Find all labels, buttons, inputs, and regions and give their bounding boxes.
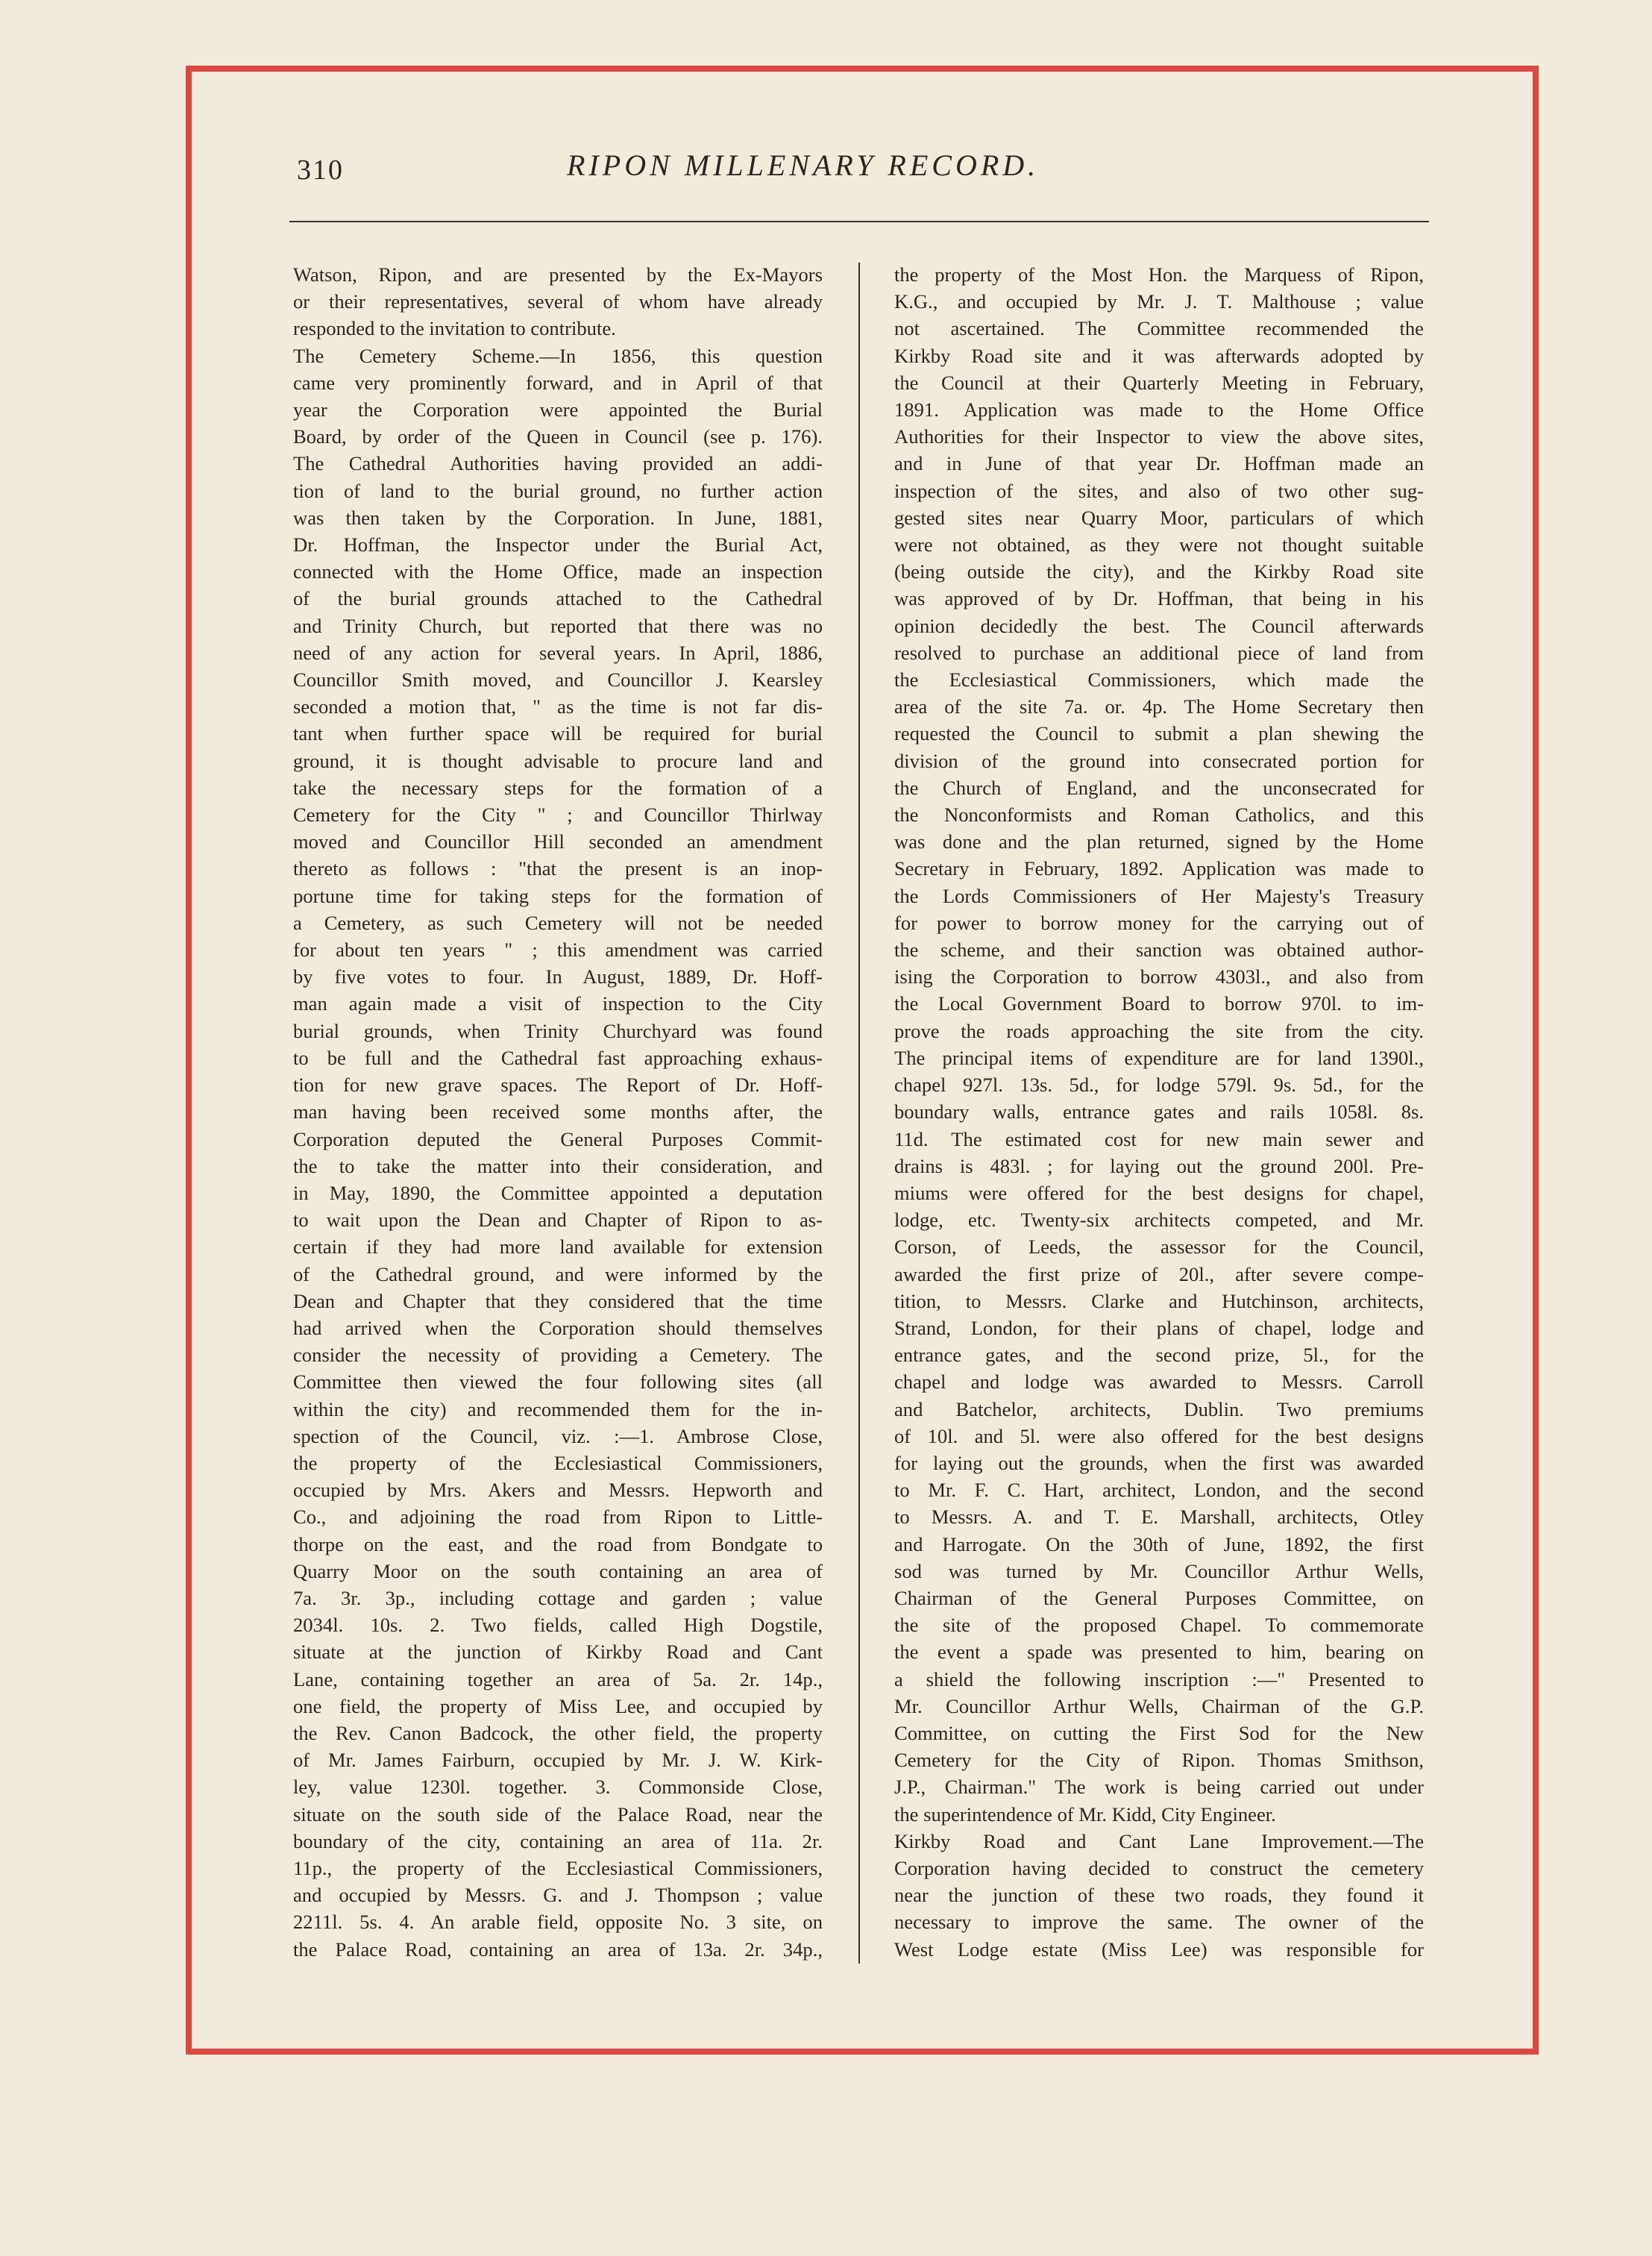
text-line: prove the roads approaching the site from the city. [894,1019,1424,1042]
text-line: near the junction of these two roads, they found it [894,1884,1424,1907]
text-line: seconded a motion that, " as the time is not far dis- [293,695,823,718]
text-line: and in June of that year Dr. Hoffman made an [894,452,1424,475]
text-line: 11d. The estimated cost for new main sewer and [894,1127,1424,1150]
text-line: the Church of England, and the unconsecrated for [894,776,1424,799]
text-line: and Batchelor, architects, Dublin. Two premiums [894,1397,1424,1420]
text-line: Lane, containing together an area of 5a. 2r. 14p., [293,1667,823,1691]
text-line: the superintendence of Mr. Kidd, City Engineer. [894,1802,1276,1826]
text-line: Committee, on cutting the First Sod for the New [894,1721,1424,1744]
text-line: tant when further space will be required for burial [293,722,823,745]
text-line: moved and Councillor Hill seconded an amendment [293,830,823,853]
text-line: the event a spade was presented to him, bearing on [894,1641,1424,1664]
text-line: came very prominently forward, and in April of that [293,371,823,394]
text-line: tition, to Messrs. Clarke and Hutchinson, architects, [894,1289,1424,1312]
text-line: Corson, of Leeds, the assessor for the Council, [894,1235,1424,1259]
text-line: the property of the Most Hon. the Marquess of Ripon, [894,263,1424,286]
text-line: 2034l. 10s. 2. Two fields, called High Dogstile, [293,1614,823,1637]
text-line: Cemetery for the City of Ripon. Thomas Smithson, [894,1749,1424,1772]
text-line: chapel 927l. 13s. 5d., for lodge 579l. 9s. 5d., for the [894,1074,1424,1097]
text-line: for about ten years " ; this amendment was carried [293,939,823,962]
text-line: portune time for taking steps for the formation of [293,884,823,907]
text-line: drains is 483l. ; for laying out the ground 200l. Pre- [894,1154,1424,1177]
text-line: 1891. Application was made to the Home Office [894,398,1424,422]
text-line: 11p., the property of the Ecclesiastical Commissioners, [293,1856,823,1879]
text-line: by five votes to four. In August, 1889, Dr. Hoff- [293,965,823,988]
text-line: Watson, Ripon, and are presented by the Ex-Mayors [293,263,823,286]
text-line: take the necessary steps for the formation of a [293,776,823,799]
header-rule [289,221,1429,222]
text-line: to Mr. F. C. Hart, architect, London, and the second [894,1479,1424,1502]
text-line: 7a. 3r. 3p., including cottage and garden ; value [293,1586,823,1609]
text-line: a Cemetery, as such Cemetery will not be needed [293,911,823,934]
text-line: had arrived when the Corporation should themselves [293,1316,823,1339]
text-line: Mr. Councillor Arthur Wells, Chairman of the G.P. [894,1694,1424,1717]
text-line: requested the Council to submit a plan shewing the [894,722,1424,745]
text-line: entrance gates, and the second prize, 5l., for the [894,1344,1424,1367]
column-divider [858,263,860,1964]
text-line: situate at the junction of Kirkby Road and Cant [293,1641,823,1664]
text-line: were not obtained, as they were not thought suitable [894,533,1424,557]
text-line: burial grounds, when Trinity Churchyard was found [293,1019,823,1042]
text-line: to be full and the Cathedral fast approaching exhaus- [293,1046,823,1069]
text-line: thorpe on the east, and the road from Bondgate to [293,1532,823,1555]
text-line: 2211l. 5s. 4. An arable field, opposite No. 3 site, on [293,1911,823,1934]
text-line: situate on the south side of the Palace Road, near the [293,1802,823,1826]
text-line: the to take the matter into their consideration, and [293,1154,823,1177]
text-line: Corporation deputed the General Purposes Commit- [293,1127,823,1150]
text-line: was then taken by the Corporation. In June, 1881, [293,506,823,529]
text-line: of 10l. and 5l. were also offered for the best designs [894,1424,1424,1447]
text-line: Committee then viewed the four following sites (all [293,1370,823,1394]
text-line: responded to the invitation to contribute. [293,317,616,340]
text-line: ising the Corporation to borrow 4303l., and also from [894,965,1424,988]
text-line: division of the ground into consecrated portion for [894,749,1424,772]
text-line: Quarry Moor on the south containing an area of [293,1559,823,1582]
text-line: Councillor Smith moved, and Councillor J. Kearsley [293,668,823,692]
text-line: Corporation having decided to construct the cemetery [894,1856,1424,1879]
text-line: the property of the Ecclesiastical Commissioners, [293,1451,823,1474]
text-line: Co., and adjoining the road from Ripon to Little- [293,1505,823,1529]
text-line: tion for new grave spaces. The Report of Dr. Hoff- [293,1074,823,1097]
text-line: spection of the Council, viz. :—1. Ambrose Close, [293,1424,823,1447]
text-line: area of the site 7a. or. 4p. The Home Secretary then [894,695,1424,718]
text-line: Cemetery for the City " ; and Councillor Thirlway [293,803,823,827]
text-line: The Cemetery Scheme.—In 1856, this question [293,344,823,367]
left-column [293,261,823,1999]
text-line: ley, value 1230l. together. 3. Commonside Close, [293,1776,823,1799]
text-line: and Trinity Church, but reported that there was no [293,614,823,637]
text-line: a shield the following inscription :—" Presented to [894,1667,1424,1691]
text-line: man again made a visit of inspection to the City [293,992,823,1015]
text-line: Kirkby Road site and it was afterwards adopted by [894,344,1424,367]
text-line: and occupied by Messrs. G. and J. Thompson ; value [293,1884,823,1907]
text-line: necessary to improve the same. The owner of the [894,1911,1424,1934]
text-line: consider the necessity of providing a Cemetery. The [293,1344,823,1367]
text-line: K.G., and occupied by Mr. J. T. Malthouse ; value [894,290,1424,313]
text-line: chapel and lodge was awarded to Messrs. Carroll [894,1370,1424,1394]
text-line: Dean and Chapter that they considered that the time [293,1289,823,1312]
text-line: for power to borrow money for the carrying out of [894,911,1424,934]
text-line: connected with the Home Office, made an inspection [293,560,823,583]
text-line: tion of land to the burial ground, no further action [293,479,823,502]
text-line: inspection of the sites, and also of two other sug- [894,479,1424,502]
text-line: the site of the proposed Chapel. To commemorate [894,1614,1424,1637]
text-line: in May, 1890, the Committee appointed a deputation [293,1181,823,1204]
text-line: was approved of by Dr. Hoffman, that being in his [894,587,1424,610]
text-line: (being outside the city), and the Kirkby Road site [894,560,1424,583]
text-line: Dr. Hoffman, the Inspector under the Burial Act, [293,533,823,557]
text-line: Secretary in February, 1892. Application was made to [894,857,1424,880]
text-line: The principal items of expenditure are for land 1390l., [894,1046,1424,1069]
text-line: year the Corporation were appointed the Burial [293,398,823,422]
text-line: occupied by Mrs. Akers and Messrs. Hepworth and [293,1479,823,1502]
text-line: of the burial grounds attached to the Cathedral [293,587,823,610]
text-line: and Harrogate. On the 30th of June, 1892, the first [894,1532,1424,1555]
text-line: or their representatives, several of whom have already [293,290,823,313]
text-line: Board, by order of the Queen in Council (see p. 176). [293,425,823,448]
text-line: to Messrs. A. and T. E. Marshall, architects, Otley [894,1505,1424,1529]
text-line: boundary of the city, containing an area of 11a. 2r. [293,1829,823,1852]
text-line: the Rev. Canon Badcock, the other field, the property [293,1721,823,1744]
text-line: within the city) and recommended them for the in- [293,1397,823,1420]
text-line: to wait upon the Dean and Chapter of Ripon to as- [293,1209,823,1232]
text-line: need of any action for several years. In April, 1886, [293,641,823,664]
text-line: the scheme, and their sanction was obtained author- [894,939,1424,962]
text-line: miums were offered for the best designs for chapel, [894,1181,1424,1204]
text-line: lodge, etc. Twenty-six architects competed, and Mr. [894,1209,1424,1232]
text-line: man having been received some months after, the [293,1100,823,1124]
text-line: of the Cathedral ground, and were informed by the [293,1262,823,1285]
text-line: for laying out the grounds, when the first was awarded [894,1451,1424,1474]
text-line: the Palace Road, containing an area of 13a. 2r. 34p., [293,1937,823,1961]
text-line: one field, the property of Miss Lee, and occupied by [293,1694,823,1717]
right-column [894,261,1424,1999]
text-line: Strand, London, for their plans of chapel, lodge and [894,1316,1424,1339]
text-line: the Council at their Quarterly Meeting in February, [894,371,1424,394]
text-line: boundary walls, entrance gates and rails 1058l. 8s. [894,1100,1424,1124]
text-line: of Mr. James Fairburn, occupied by Mr. J. W. Kirk- [293,1749,823,1772]
text-line: the Nonconformists and Roman Catholics, and this [894,803,1424,827]
text-line: awarded the first prize of 20l., after severe compe- [894,1262,1424,1285]
text-line: Chairman of the General Purposes Committee, on [894,1586,1424,1609]
page-number: 310 [297,154,344,186]
text-line: West Lodge estate (Miss Lee) was responsible for [894,1937,1424,1961]
text-line: sod was turned by Mr. Councillor Arthur Wells, [894,1559,1424,1582]
text-line: resolved to purchase an additional piece of land from [894,641,1424,664]
text-line: ground, it is thought advisable to procure land and [293,749,823,772]
text-line: thereto as follows : "that the present is an inop- [293,857,823,880]
running-title: RIPON MILLENARY RECORD. [567,148,1040,182]
text-line: the Local Government Board to borrow 970l. to im- [894,992,1424,1015]
text-line: certain if they had more land available for extension [293,1235,823,1259]
text-line: was done and the plan returned, signed by the Home [894,830,1424,853]
text-line: opinion decidedly the best. The Council afterwards [894,614,1424,637]
text-line: gested sites near Quarry Moor, particulars of which [894,506,1424,529]
text-line: the Lords Commissioners of Her Majesty's Treasury [894,884,1424,907]
text-line: not ascertained. The Committee recommended the [894,317,1424,340]
text-line: Kirkby Road and Cant Lane Improvement.—The [894,1829,1424,1852]
text-line: the Ecclesiastical Commissioners, which made the [894,668,1424,692]
text-line: Authorities for their Inspector to view the above sites, [894,425,1424,448]
text-line: J.P., Chairman." The work is being carried out under [894,1776,1424,1799]
text-line: The Cathedral Authorities having provided an addi- [293,452,823,475]
